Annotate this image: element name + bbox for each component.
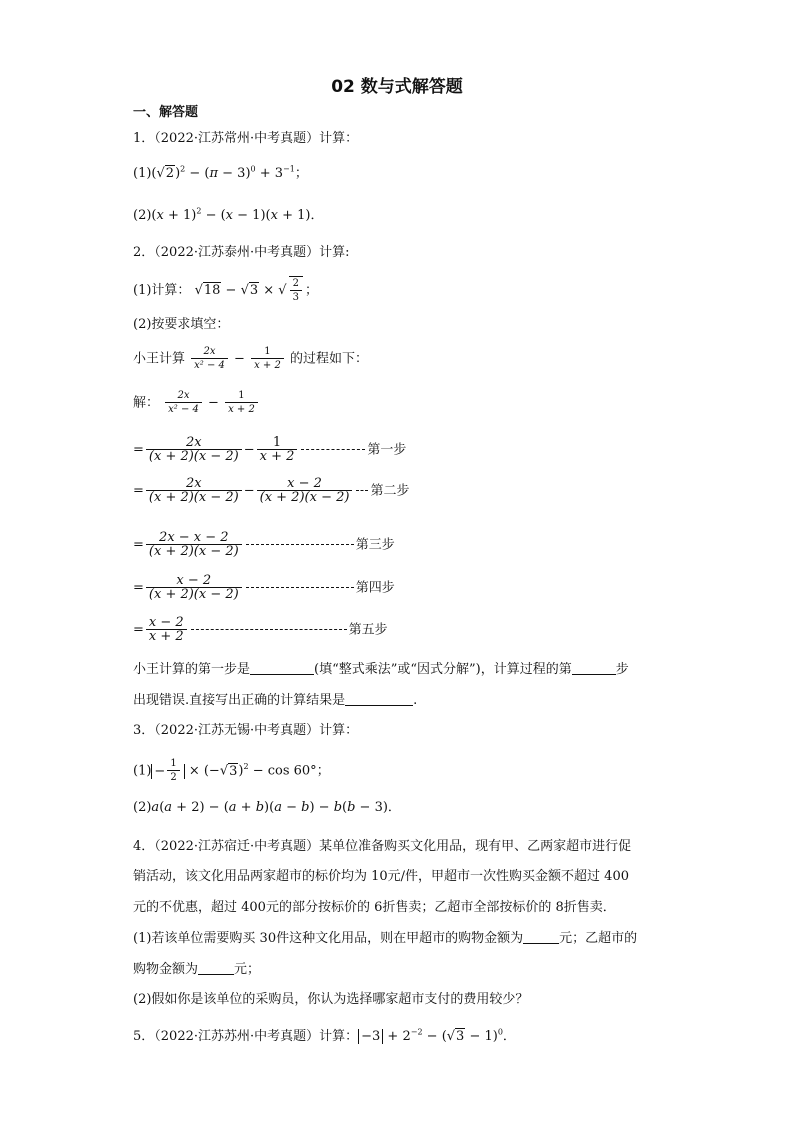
solution-step-1: = $\frac{2x}{(x + 2)(x - 2)}$ − $\frac{1}{x + 2}$ 第一步 xyxy=(133,435,407,464)
question-2-header: 2．（2022·江苏泰州·中考真题）计算: xyxy=(133,245,350,260)
punctuation: . xyxy=(413,693,418,708)
answer-blank[interactable] xyxy=(198,960,234,975)
math-expression: $(√2)^2 - (\pi - 3)^0 + 3^{-1}$ xyxy=(151,164,295,181)
part-label: (1) xyxy=(133,763,152,779)
part-label: (2) xyxy=(133,800,152,815)
fraction: $\frac{2x}{(x + 2)(x - 2)}$ xyxy=(146,477,242,505)
math-expression: $(x + 1)^2 - (x - 1)(x + 1)$ xyxy=(151,206,311,223)
fraction: $\frac{1}{x + 2}$ xyxy=(251,345,284,373)
question-1-header: 1．（2022·江苏常州·中考真题）计算： xyxy=(133,131,359,146)
math-expression: $-3 + 2^{-2} - (√3 - 1)^0$ xyxy=(358,1029,503,1044)
part-label: (1)计算： xyxy=(133,283,191,298)
part-label: (1) xyxy=(133,166,152,181)
question-text: (1)若该单位需要购买 30件这种文化用品，则在甲超市的购物金额为 xyxy=(133,931,524,946)
intro-text: 小王计算 xyxy=(133,351,186,367)
absolute-value: − $\frac{1}{2}$ xyxy=(151,764,184,779)
question-text: 购物金额为 xyxy=(133,962,199,977)
question-3-part-1: (1) − $\frac{1}{2}$ × $(-√3)^2 - \cos 60^\circ$； xyxy=(133,758,330,783)
question-2-part-1 xyxy=(133,276,318,305)
fraction: $\frac{x - 2}{(x + 2)(x - 2)}$ xyxy=(257,477,353,505)
question-text: 步 xyxy=(615,662,629,677)
solution-start: 解： $\frac{2x}{\text{x² − 4}}$ − $\frac{1}{x + 2}$ xyxy=(133,389,260,417)
math-expression: a xyxy=(151,800,160,815)
dashed-leader xyxy=(246,544,354,545)
answer-blank[interactable] xyxy=(345,691,413,706)
fraction: $\frac{1}{x + 2}$ xyxy=(225,389,258,417)
punctuation: ； xyxy=(294,166,308,181)
answer-blank[interactable] xyxy=(572,660,616,675)
dashed-leader xyxy=(301,449,365,450)
step-label: 第五步 xyxy=(348,622,388,638)
dashed-leader xyxy=(356,490,368,491)
question-text: 小王计算的第一步是 xyxy=(133,662,251,677)
dashed-leader xyxy=(246,587,354,588)
question-text: 元； xyxy=(234,962,261,977)
question-3-header: 3．（2022·江苏无锡·中考真题）计算： xyxy=(133,723,359,738)
fraction: $\frac{x - 2}{x + 2}$ xyxy=(146,616,187,644)
punctuation: ． xyxy=(387,800,401,815)
step-label: 第四步 xyxy=(355,580,395,596)
question-2-part-2: (2)按要求填空： xyxy=(133,317,230,332)
punctuation: ． xyxy=(502,1029,516,1044)
part-label: (2) xyxy=(133,208,152,223)
question-2-intro: 小王计算 $\frac{2x}{\text{x² − 4}}$ − $\frac{1}{x + 2}$ 的过程如下： xyxy=(133,346,368,371)
solution-step-5: = $\frac{x - 2}{x + 2}$ 第五步 xyxy=(133,615,388,644)
question-text: 元；乙超市的 xyxy=(559,931,638,946)
fraction: $\frac{2x}{\text{x² − 4}}$ xyxy=(165,389,202,417)
solution-step-2: = $\frac{2x}{(x + 2)(x - 2)}$ − $\frac{x - 2}{(x + 2)(x - 2)}$ 第二步 xyxy=(133,476,410,505)
dashed-leader xyxy=(191,629,347,630)
fraction: $\frac{x - 2}{(x + 2)(x - 2)}$ xyxy=(146,574,242,602)
solution-label: 解： xyxy=(133,395,160,411)
fraction: $\frac{2x - x - 2}{(x + 2)(x - 2)}$ xyxy=(146,531,242,559)
question-4-line-1: 4．（2022·江苏宿迁·中考真题）某单位准备购买文化用品，现有甲、乙两家超市进行促 xyxy=(133,839,632,854)
question-1-part-1 xyxy=(133,165,308,183)
punctuation: ； xyxy=(316,763,330,779)
question-4-line-3: 元的不优惠，超过 400元的部分按标价的 6折售卖；乙超市全部按标价的 8折售卖． xyxy=(133,900,616,915)
question-2-fill-line-1 xyxy=(133,660,629,679)
punctuation: ； xyxy=(304,283,318,298)
step-label: 第一步 xyxy=(367,442,407,458)
question-text: 出现错误.直接写出正确的计算结果是 xyxy=(133,693,346,708)
question-4-line-5 xyxy=(133,960,260,979)
solution-step-4: = $\frac{x - 2}{(x + 2)(x - 2)}$ 第四步 xyxy=(133,573,395,602)
question-text: 5．（2022·江苏苏州·中考真题）计算： xyxy=(133,1029,359,1044)
fraction: $\frac{1}{x + 2}$ xyxy=(257,436,298,464)
math-expression: √18 − √3 × √ $\frac{2}{3}$ xyxy=(195,283,305,298)
question-text: (填“整式乘法”或“因式分解”)，计算过程的第 xyxy=(314,662,572,677)
question-4-line-6: (2)假如你是该单位的采购员，你认为选择哪家超市支付的费用较少？ xyxy=(133,992,529,1007)
page-title: 02 数与式解答题 xyxy=(331,77,463,97)
question-2-fill-line-2 xyxy=(133,691,417,710)
step-label: 第三步 xyxy=(355,537,395,553)
fraction: $\frac{2x}{\text{x² − 4}}$ xyxy=(191,345,228,373)
question-3-part-2: (2)a(a + 2) − (a + b)(a − b) − b(b − 3)． xyxy=(133,800,401,815)
question-5 xyxy=(133,1028,516,1046)
answer-blank[interactable] xyxy=(523,929,559,944)
fraction: $\frac{2x}{(x + 2)(x - 2)}$ xyxy=(146,436,242,464)
answer-blank[interactable] xyxy=(250,660,314,675)
step-label: 第二步 xyxy=(370,483,410,499)
section-heading: 一、解答题 xyxy=(133,105,199,120)
solution-step-3: = $\frac{2x - x - 2}{(x + 2)(x - 2)}$ 第三步 xyxy=(133,530,395,559)
intro-text: 的过程如下： xyxy=(289,351,368,367)
punctuation: ． xyxy=(310,208,324,223)
question-4-line-2: 销活动，该文化用品两家超市的标价均为 10元/件，甲超市一次性购买金额不超过 400 xyxy=(133,869,630,884)
question-1-part-2 xyxy=(133,207,323,225)
question-4-line-4 xyxy=(133,929,637,948)
